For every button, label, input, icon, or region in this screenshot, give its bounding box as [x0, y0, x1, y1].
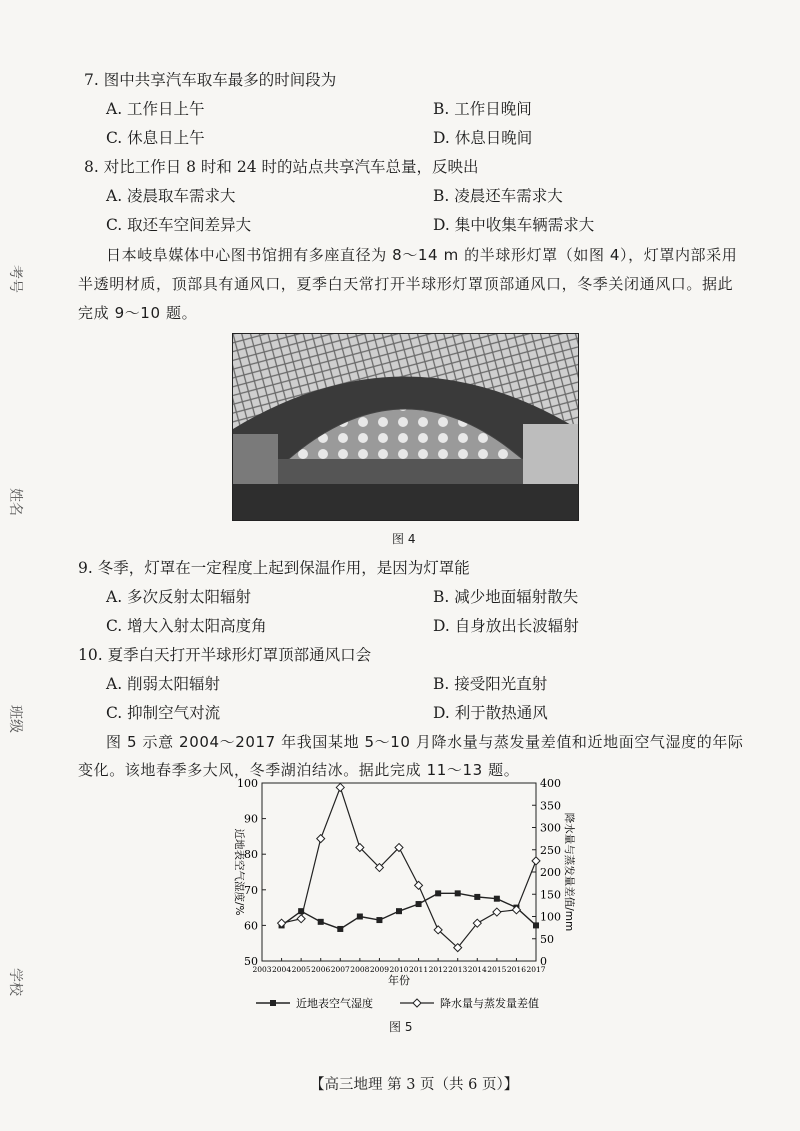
humidity-point — [337, 926, 343, 932]
left-tick-label: 70 — [244, 883, 258, 897]
plot-frame — [262, 783, 536, 961]
right-tick-label: 50 — [540, 932, 554, 946]
x-tick-label: 2013 — [448, 965, 468, 974]
humidity-point — [396, 908, 402, 914]
passage-2-line-1: 图 5 示意 2004～2017 年我国某地 5～10 月降水量与蒸发量差值和近地面空气湿度的年际 — [106, 733, 744, 751]
humidity-point — [357, 914, 363, 920]
difference-point — [415, 881, 423, 889]
x-tick-label: 2015 — [487, 965, 507, 974]
q7-option-d[interactable]: D. 休息日晚间 — [433, 129, 533, 147]
q8-option-d[interactable]: D. 集中收集车辆需求大 — [433, 216, 595, 234]
right-tick-label: 300 — [540, 821, 561, 835]
x-tick-label: 2010 — [389, 965, 409, 974]
passage-1-line-3: 完成 9～10 题。 — [78, 304, 198, 322]
x-tick-label: 2009 — [369, 965, 389, 974]
right-tick-label: 200 — [540, 866, 561, 879]
x-tick-label: 2005 — [291, 965, 311, 974]
difference-point — [297, 915, 305, 923]
side-label-class: 班级 — [7, 705, 23, 733]
page-footer: 【高三地理 第 3 页（共 6 页）】 — [310, 1077, 519, 1093]
question-9-stem: 9. 冬季，灯罩在一定程度上起到保温作用，是因为灯罩能 — [78, 559, 470, 577]
humidity-point — [376, 917, 382, 923]
passage-2-line-2: 变化。该地春季多大风，冬季湖泊结冰。据此完成 11～13 题。 — [78, 761, 520, 779]
right-tick-label: 350 — [540, 799, 561, 813]
right-tick-label: 400 — [540, 777, 561, 790]
x-tick-label: 2004 — [272, 965, 292, 974]
question-10-stem: 10. 夏季白天打开半球形灯罩顶部通风口会 — [78, 646, 372, 664]
humidity-point — [494, 896, 500, 902]
legend-humidity-label: 近地表空气湿度 — [296, 997, 373, 1010]
q8-option-a[interactable]: A. 凌晨取车需求大 — [106, 187, 236, 205]
humidity-point — [455, 890, 461, 896]
difference-point — [532, 857, 540, 865]
figure-5-caption: 图 5 — [389, 1020, 413, 1034]
difference-point — [493, 908, 501, 916]
left-tick-label: 60 — [244, 919, 258, 933]
q10-option-c[interactable]: C. 抑制空气对流 — [106, 704, 221, 722]
q9-option-a[interactable]: A. 多次反射太阳辐射 — [106, 588, 252, 606]
right-tick-label: 150 — [540, 888, 561, 902]
difference-point — [336, 783, 344, 791]
q10-option-b[interactable]: B. 接受阳光直射 — [433, 675, 548, 693]
figure-4-library-dome-photo — [232, 333, 579, 521]
humidity-point — [435, 890, 441, 896]
right-tick-label: 0 — [540, 955, 547, 968]
humidity-point — [474, 894, 480, 900]
side-label-name: 姓名 — [7, 488, 23, 516]
x-tick-label: 2016 — [506, 965, 526, 974]
question-7-stem: 7. 图中共享汽车取车最多的时间段为 — [84, 71, 337, 89]
q10-option-a[interactable]: A. 削弱太阳辐射 — [106, 675, 221, 693]
legend-humidity-marker — [270, 1000, 276, 1006]
q8-option-b[interactable]: B. 凌晨还车需求大 — [433, 187, 563, 205]
humidity-point — [533, 922, 539, 928]
x-tick-label: 2011 — [409, 965, 429, 974]
left-tick-label: 50 — [244, 955, 258, 968]
x-tick-label: 2007 — [330, 965, 350, 974]
humidity-point — [318, 919, 324, 925]
right-tick-label: 250 — [540, 843, 561, 857]
q9-option-c[interactable]: C. 增大入射太阳高度角 — [106, 617, 267, 635]
difference-point — [317, 835, 325, 843]
left-tick-label: 90 — [244, 812, 258, 826]
left-tick-label: 80 — [244, 848, 258, 862]
figure-5-chart — [220, 775, 580, 1035]
passage-1-line-1: 日本岐阜媒体中心图书馆拥有多座直径为 8～14 m 的半球形灯罩（如图 4），灯罩内部采用 — [106, 246, 738, 264]
left-axis-label: 近地表空气湿度/% — [233, 828, 245, 916]
legend-difference-label: 降水量与蒸发量差值 — [440, 997, 539, 1010]
x-tick-label: 2008 — [350, 965, 370, 974]
side-label-exam-no: 考号 — [7, 265, 23, 293]
x-axis-label: 年份 — [388, 974, 410, 987]
q7-option-a[interactable]: A. 工作日上午 — [106, 100, 205, 118]
q9-option-b[interactable]: B. 减少地面辐射散失 — [433, 588, 579, 606]
figure-4-caption: 图 4 — [392, 532, 416, 546]
q7-option-c[interactable]: C. 休息日上午 — [106, 129, 205, 147]
right-axis-label: 降水量与蒸发量差值/mm — [563, 812, 575, 932]
x-tick-label: 2012 — [428, 965, 448, 974]
q7-option-b[interactable]: B. 工作日晚间 — [433, 100, 532, 118]
humidity-point — [416, 901, 422, 907]
passage-1-line-2: 半透明材质，顶部具有通风口，夏季白天常打开半球形灯罩顶部通风口，冬季关闭通风口。据此 — [78, 275, 734, 293]
x-tick-label: 2014 — [467, 965, 487, 974]
legend-difference-marker — [413, 999, 421, 1007]
x-tick-label: 2017 — [526, 965, 546, 974]
q8-option-c[interactable]: C. 取还车空间差异大 — [106, 216, 252, 234]
side-label-school: 学校 — [7, 968, 23, 996]
left-tick-label: 100 — [237, 777, 258, 790]
question-8-stem: 8. 对比工作日 8 时和 24 时的站点共享汽车总量，反映出 — [84, 158, 479, 176]
x-tick-label: 2006 — [311, 965, 331, 974]
right-tick-label: 100 — [540, 910, 561, 924]
q9-option-d[interactable]: D. 自身放出长波辐射 — [433, 617, 579, 635]
x-tick-label: 2003 — [252, 965, 272, 974]
q10-option-d[interactable]: D. 利于散热通风 — [433, 704, 548, 722]
